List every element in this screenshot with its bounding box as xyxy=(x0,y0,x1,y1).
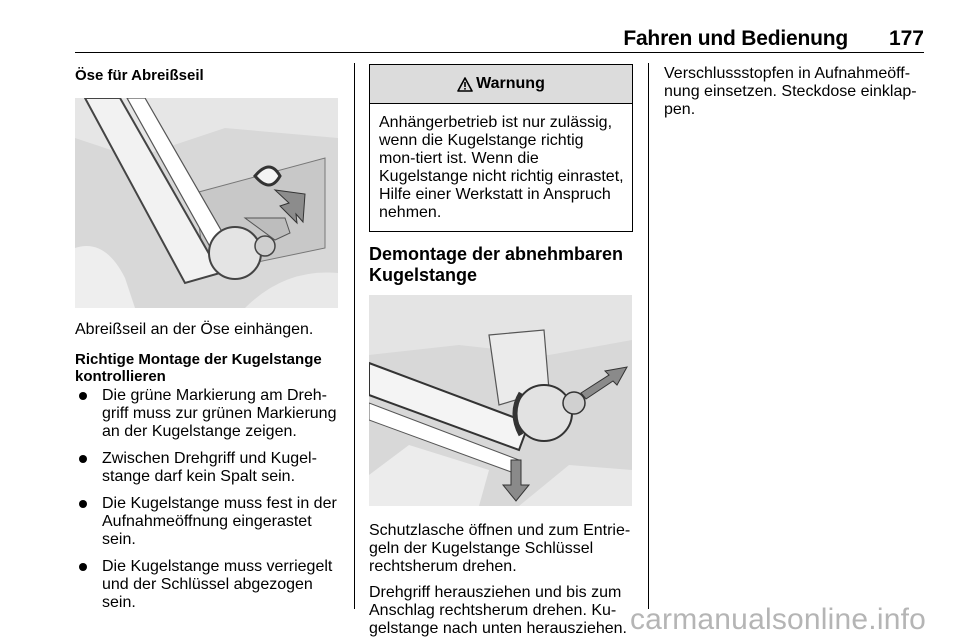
bullet-icon xyxy=(79,500,87,508)
column-divider-1 xyxy=(354,63,355,609)
column-divider-2 xyxy=(648,63,649,609)
heading-abreissseil: Öse für Abreißseil xyxy=(75,67,204,84)
illustration-ball-bar-removal xyxy=(369,295,632,506)
bullet-icon xyxy=(79,563,87,571)
bullet-icon xyxy=(79,392,87,400)
caption-abreissseil: Abreißseil an der Öse einhängen. xyxy=(75,321,314,338)
instruction-plug: Verschlussstopfen in Aufnahmeöff-nung einsetzen. Steckdose einklap-pen. xyxy=(664,65,917,118)
warning-header xyxy=(370,65,632,104)
list-item: Die grüne Markierung am Dreh-griff muss zur grünen Markierung an der Kugelstange zeigen. xyxy=(75,387,340,441)
warning-triangle-icon xyxy=(457,77,473,92)
column-3 xyxy=(664,64,926,119)
ball-bar-removal-drawing xyxy=(369,295,632,506)
warning-text: Anhängerbetrieb ist nur zulässig, wenn die Kugelstange richtig mon-tiert ist. Wenn die Kugelstange nicht richtig einrastet, Hilfe einer Werkstatt in Anspruch nehmen. xyxy=(379,114,624,221)
list-item: Zwischen Drehgriff und Kugel-stange darf kein Spalt sein. xyxy=(75,450,340,486)
towing-eye-drawing xyxy=(75,98,338,308)
section-title: Fahren und Bedienung xyxy=(623,27,848,50)
warning-title: Warnung xyxy=(476,75,545,92)
warning-box xyxy=(369,64,633,232)
list-item: Die Kugelstange muss verriegelt und der Schlüssel abgezogen sein. xyxy=(75,558,340,612)
check-list xyxy=(75,387,340,612)
instruction-remove: Drehgriff herausziehen und bis zum Anschlag rechtsherum drehen. Ku-gelstange nach unten herausziehen. xyxy=(369,584,627,637)
heading-montage-kontrollieren: Richtige Montage der Kugelstange kontrollieren xyxy=(75,351,322,385)
column-1 xyxy=(75,64,340,612)
page-number: 177 xyxy=(888,27,924,50)
page-header xyxy=(75,26,924,53)
list-item: Die Kugelstange muss fest in der Aufnahmeöffnung eingerastet sein. xyxy=(75,495,340,549)
heading-demontage: Demontage der abnehmbaren Kugelstange xyxy=(369,244,624,285)
illustration-towing-eye xyxy=(75,98,338,308)
instruction-unlock: Schutzlasche öffnen und zum Entrie-geln der Kugelstange Schlüssel rechtsherum drehen. xyxy=(369,522,631,575)
bullet-icon xyxy=(79,455,87,463)
column-2 xyxy=(369,64,633,638)
watermark-text: carmanualsonline.info xyxy=(629,603,926,636)
